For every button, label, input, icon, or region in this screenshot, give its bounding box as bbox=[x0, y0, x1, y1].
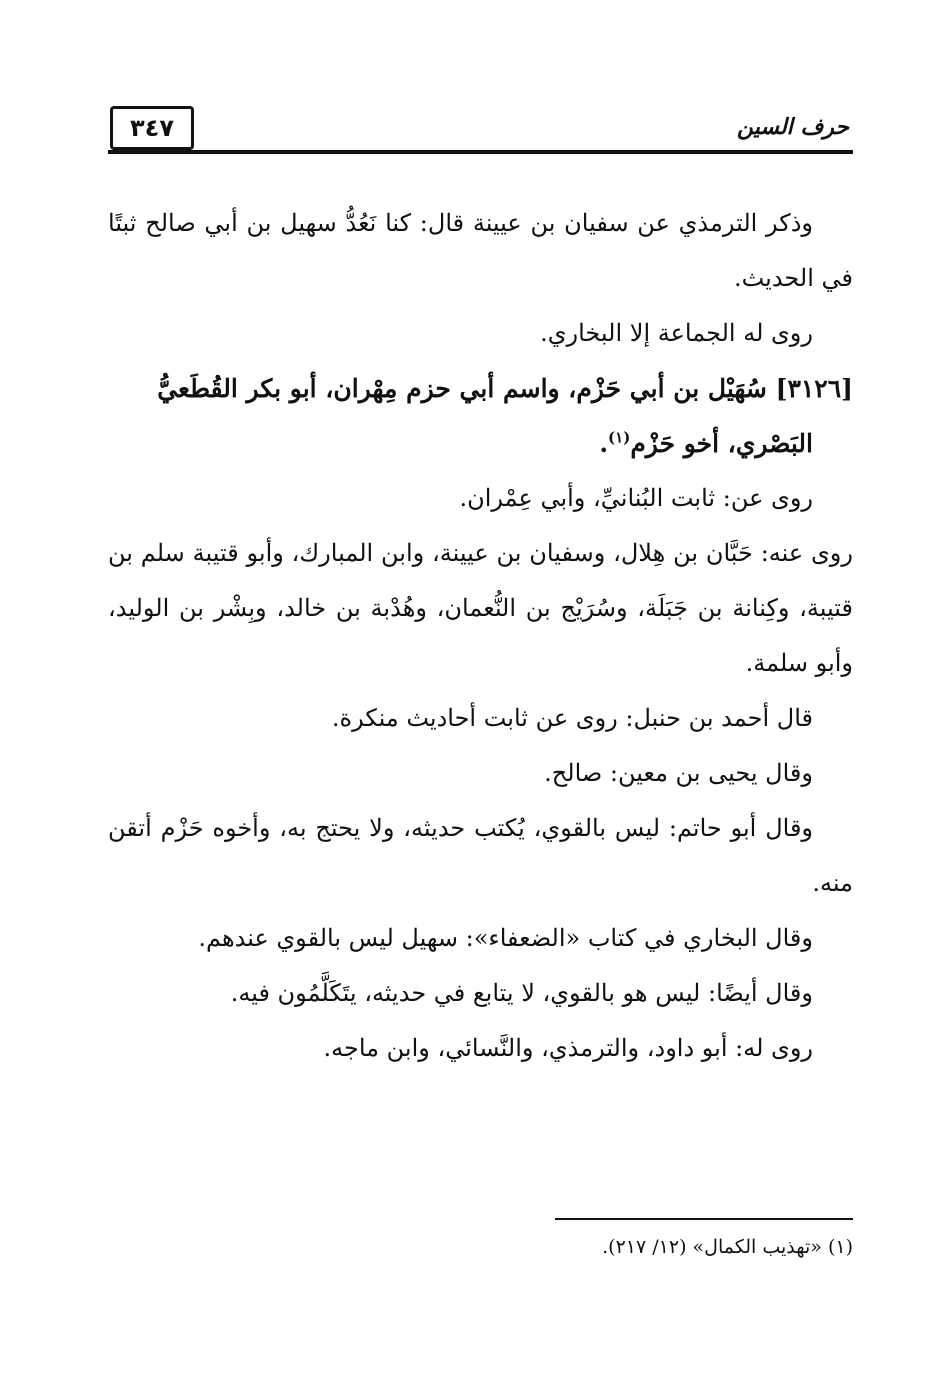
paragraph: روى له: أبو داود، والترمذي، والنَّسائي، وابن ماجه. bbox=[323, 1034, 813, 1062]
page-number: ٣٤٧ bbox=[110, 106, 194, 150]
entry-name-line2: البَصْري، أخو حَزْم bbox=[630, 429, 813, 458]
paragraph: وقال أبو حاتم: ليس بالقوي، يُكتب حديثه، ولا يحتج به، وأخوه حَزْم أتقن منه. bbox=[108, 814, 853, 897]
running-head: حرف السين bbox=[736, 114, 849, 140]
header-rule bbox=[108, 150, 853, 154]
paragraph: وقال أيضًا: ليس هو بالقوي، لا يتابع في حديثه، يتَكَلَّمُون فيه. bbox=[230, 979, 813, 1007]
paragraph: وذكر الترمذي عن سفيان بن عيينة قال: كنا نَعُدُّ سهيل بن أبي صالح ثبتًا في الحديث. bbox=[108, 209, 853, 292]
footnote: (١) «تهذيب الكمال» (١٢/ ٢١٧). bbox=[602, 1236, 853, 1258]
paragraph: قال أحمد بن حنبل: روى عن ثابت أحاديث منكرة. bbox=[331, 704, 813, 732]
paragraph: روى عنه: حَبَّان بن هِلال، وسفيان بن عيينة، وابن المبارك، وأبو قتيبة سلم بن قتيبة، وكِنانة بن جَبَلَة، وسُرَيْج بن النُّعمان، وهُدْبة بن خالد، وبِشْر بن الوليد، وأبو سلمة. bbox=[108, 539, 853, 677]
paragraph: وقال يحيى بن معين: صالح. bbox=[544, 759, 813, 787]
footnote-rule bbox=[555, 1218, 853, 1220]
entry-name-line2-wrap bbox=[108, 416, 853, 471]
body-text bbox=[108, 196, 853, 1076]
footnote-reference[interactable]: (١) bbox=[608, 428, 631, 447]
entry-name-line1: سُهَيْل بن أبي حَزْم، واسم أبي حزم مِهْران، أبو بكر القُطَعيُّ bbox=[157, 374, 767, 403]
entry-heading-end: . bbox=[599, 429, 609, 458]
entry-number: [٣١٢٦] bbox=[775, 374, 853, 403]
paragraph: روى له الجماعة إلا البخاري. bbox=[540, 319, 813, 347]
page-header bbox=[108, 100, 853, 160]
entry-heading bbox=[108, 361, 853, 471]
paragraph: وقال البخاري في كتاب «الضعفاء»: سهيل ليس بالقوي عندهم. bbox=[198, 924, 813, 952]
paragraph: روى عن: ثابت البُنانيِّ، وأبي عِمْران. bbox=[459, 484, 813, 512]
